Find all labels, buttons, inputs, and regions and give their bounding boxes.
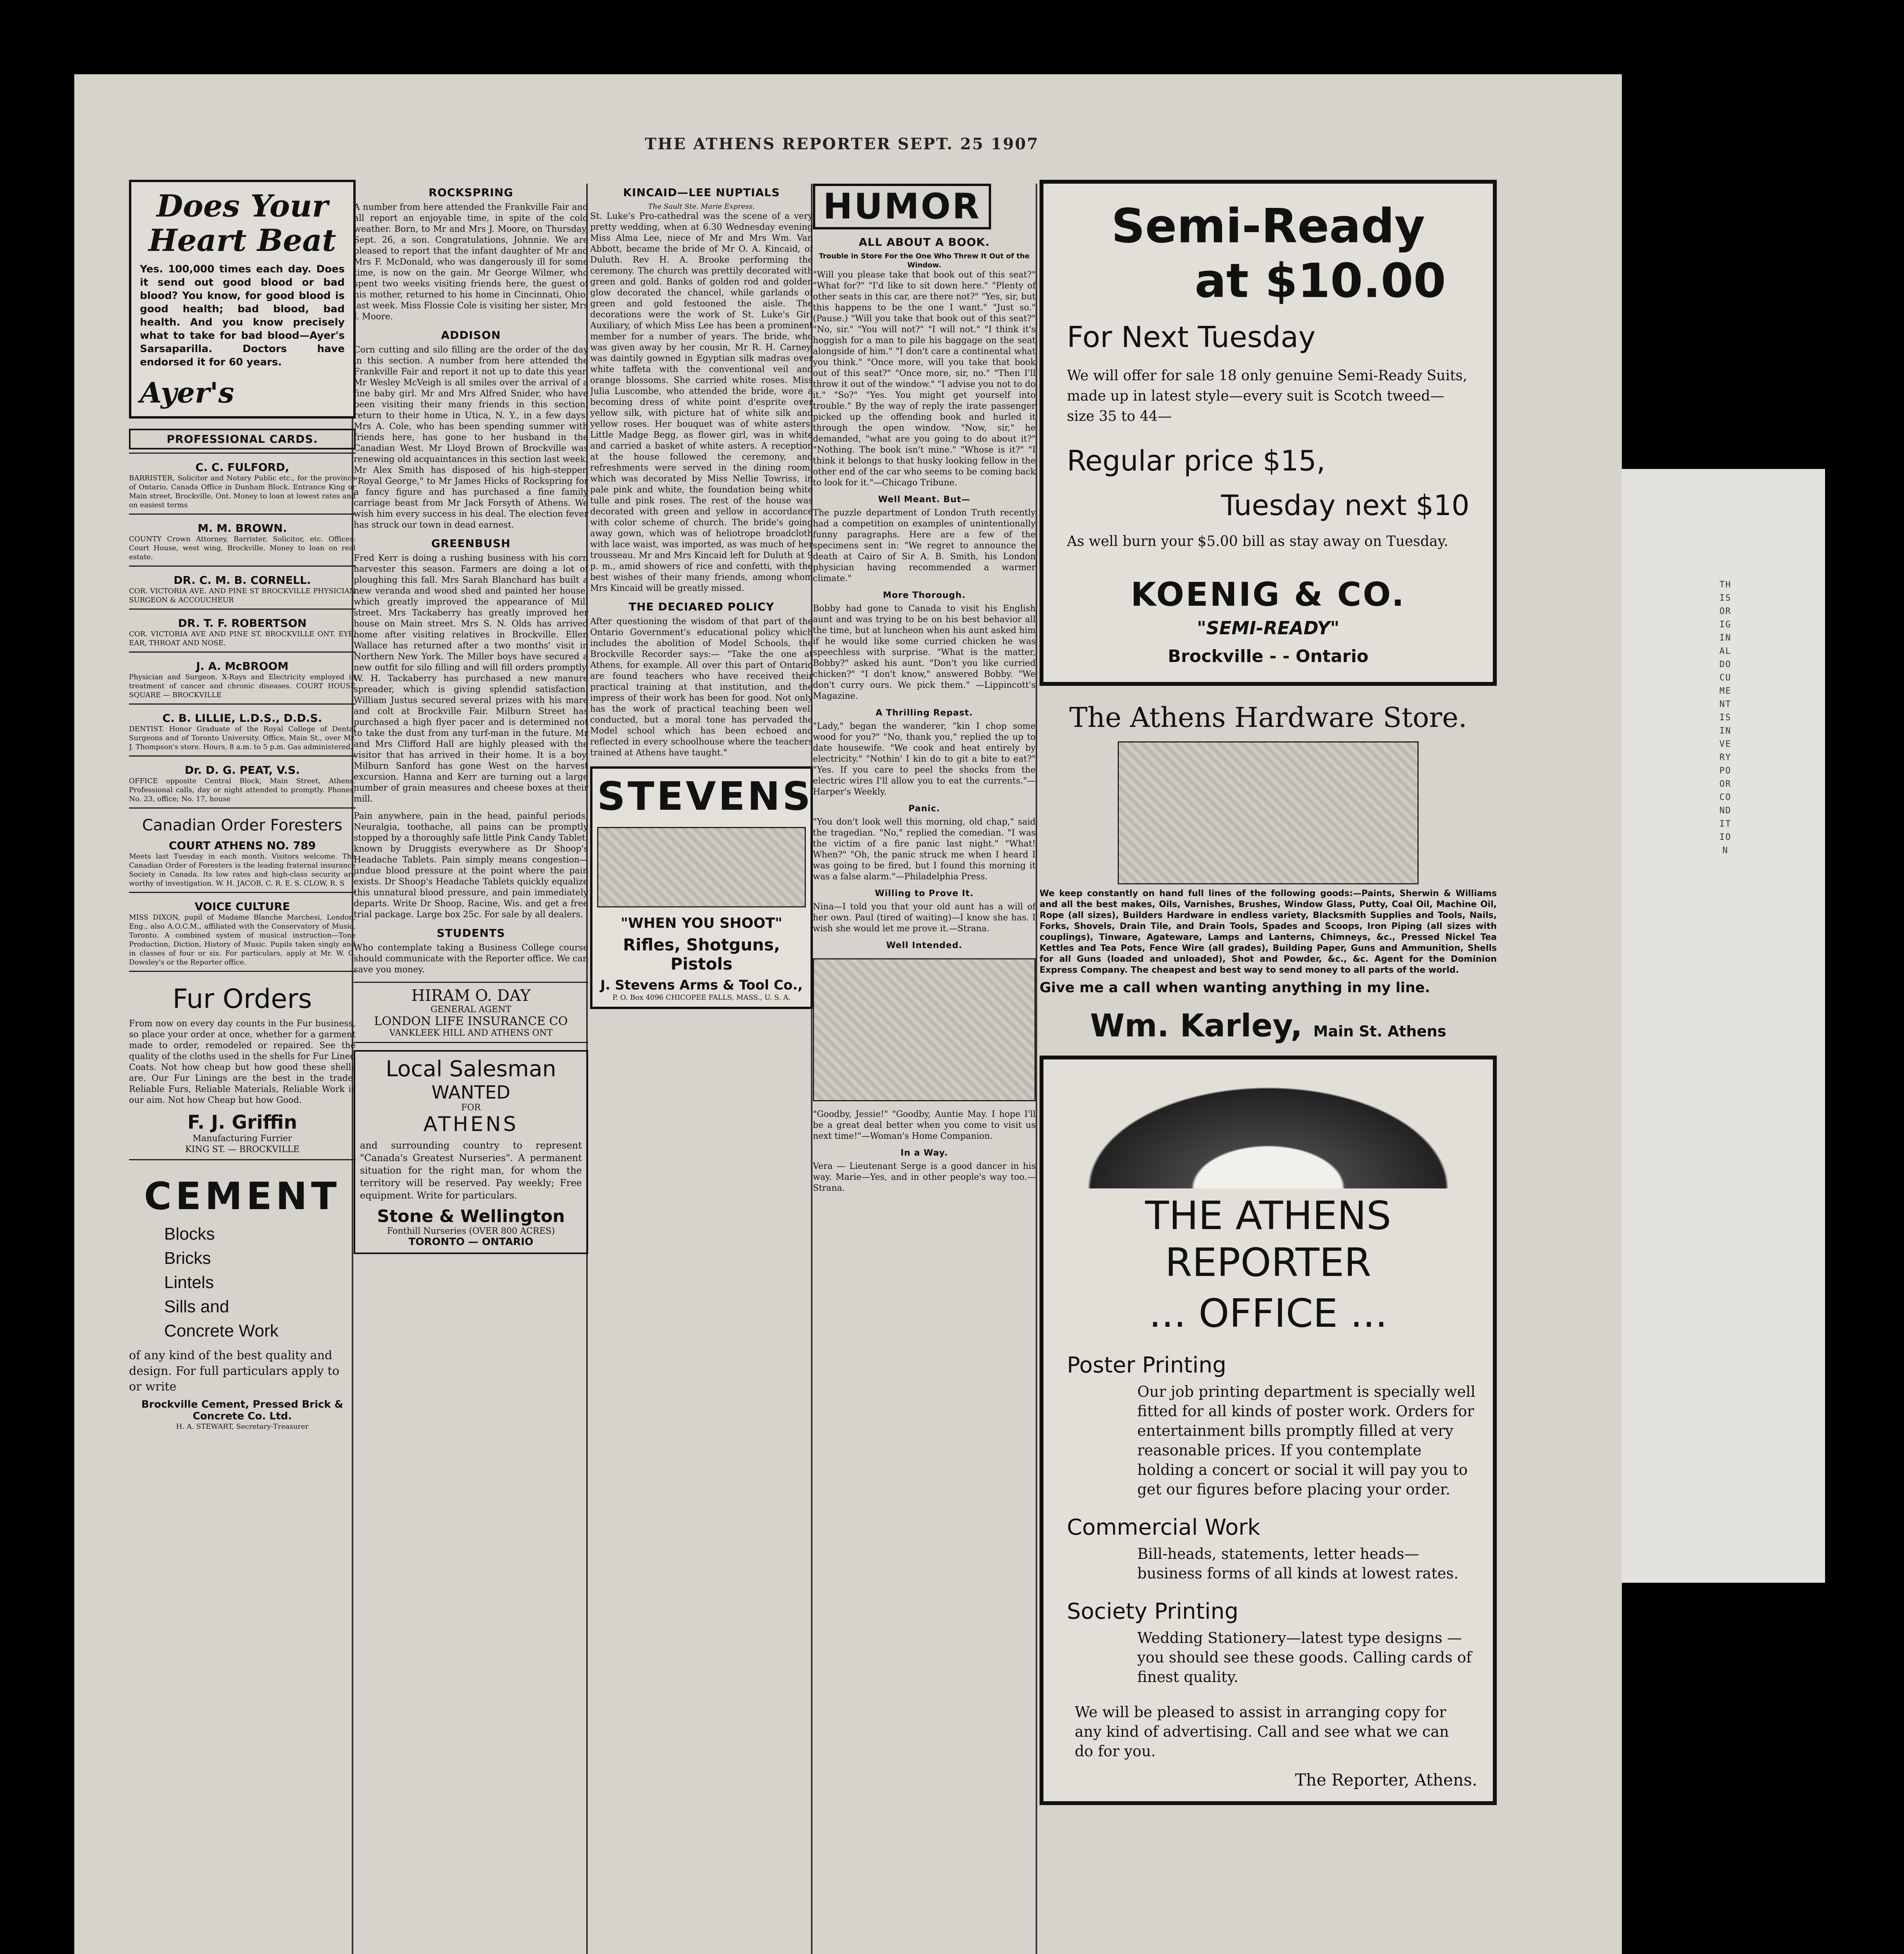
- foresters-body: Meets last Tuesday in each month. Visitors welcome. The Canadian Order of Foresters is the leading fraternal insurance Society in Canada. Its low rates and high-class security are worthy of investigation. W. H. JACOB, C. R. E. S. CLOW, R. S: [129, 852, 356, 888]
- hiram-ad: [354, 982, 588, 1043]
- rep-title-1: THE ATHENS REPORTER: [1145, 1193, 1391, 1285]
- inaway-body: Vera — Lieutenant Serge is a good dancer in his way. Marie—Yes, and in other people's way too.—Strana.: [813, 1161, 1036, 1193]
- card-text: Physician and Surgeon. X-Rays and Electricity employed in treatment of cancer and chronic diseases. COURT HOUSE SQUARE — BROCKVILLE: [129, 673, 356, 699]
- society-title: Society Printing: [1067, 1599, 1238, 1624]
- semi-ready-ad: [1040, 180, 1497, 686]
- stevens-company: J. Stevens Arms & Tool Co.,: [600, 977, 803, 993]
- card-text: COUNTY Crown Attorney, Barrister, Solicitor, etc. Offices: Court House, west wing, Brockville. Money to loan on real estate.: [129, 535, 356, 561]
- card-name: C. B. LILLIE, L.D.S., D.D.S.: [162, 712, 322, 725]
- card-text: DENTIST. Honor Graduate of the Royal College of Dental Surgeons and of Toronto University. Office, Main St., over Mr. J. Thompson's store. Hours, 8 a.m. to 5 p.m. Gas administered.: [129, 725, 356, 751]
- card-name: DR. T. F. ROBERTSON: [178, 617, 307, 630]
- cement-body: of any kind of the best quality and design. For full particulars apply to or write: [129, 1349, 340, 1394]
- greenbush-title: GREENBUSH: [431, 537, 511, 550]
- policy-body: After questioning the wisdom of that part of the Ontario Government's educational policy which includes the abolition of Model Schools, the Brockville Recorder says:— "Take the one at Athens, for example. All over this part of Ontario are found teachers who have received their practical training at that institution, and the impress of their work has been for good. Not only has the work of practical teaching been well conducted, but a moral tone has pervaded the Model school which has been echoed and reflected in every schoolhouse where the teachers trained at Athens have taught.": [590, 617, 813, 758]
- fur-orders-ad: [129, 971, 356, 1159]
- column-4: [813, 180, 1036, 1954]
- koenig-tag: "SEMI-READY": [1197, 617, 1340, 639]
- book-sub: Trouble in Store For the One Who Threw It Out of the Window.: [819, 252, 1030, 269]
- voice-title: VOICE CULTURE: [195, 900, 290, 913]
- cement-company: Brockville Cement, Pressed Brick & Concrete Co. Ltd.: [141, 1399, 344, 1422]
- well-intended-illustration: [813, 958, 1036, 1101]
- salesman-title: Local Salesman: [385, 1056, 557, 1082]
- more-title: More Thorough.: [883, 590, 966, 600]
- humor-banner: [813, 184, 1036, 229]
- semi-body-2: As well burn your $5.00 bill as stay away on Tuesday.: [1067, 533, 1448, 549]
- stevens-brand: STEVENS: [597, 773, 813, 819]
- karley-name: Wm. Karley,: [1090, 1007, 1303, 1044]
- card-text: COR. VICTORIA AVE AND PINE ST. BROCKVILLE ONT. EYE, EAR, THROAT AND NOSE.: [129, 630, 356, 647]
- card-text: COR. VICTORIA AVE. AND PINE ST BROCKVILLE PHYSICIAN SURGEON & ACCOUCHEUR: [129, 587, 356, 604]
- fur-title: Fur Orders: [172, 984, 312, 1015]
- foresters-sub: COURT ATHENS NO. 789: [168, 839, 316, 852]
- hw-body: We keep constantly on hand full lines of the following goods:—Paints, Sherwin & Williams and all the best makes, Oils, Varnishes, Brushes, Window Glass, Putty, Coal Oil, Machine Oil, Rope (all sizes), Builders Hardware in endless variety, Blacksmith Supplies and Tools, Nails, Forks, Shovels, Drain Tile, and Drain Tools, Spades and Scoops, Iron Piping (all sizes with couplings), Tinware, Agateware, Lamps and Lanterns, Chimneys, &c., Pressed Nickel Tea Kettles and Tea Pots, Fence Wire (all grades), Building Paper, Guns and Ammunition, Shells for all Guns (loaded and unloaded), Shot and Powder, &c., &c. Agent for the Dominion Express Company. The cheapest and best way to send money to all parts of the world.: [1040, 889, 1497, 975]
- card-name: J. A. McBROOM: [196, 660, 289, 673]
- semi-sub: For Next Tuesday: [1067, 320, 1316, 354]
- ayers-body: Yes. 100,000 times each day. Does it send out good blood or bad blood? You know, for good blood is good health; bad blood, bad health. And you know precisely what to take for bad blood—Ayer's Sarsaparilla. Doctors have endorsed it for 60 years.: [140, 263, 345, 368]
- cement-secretary: H. A. STEWART, Secretary-Treasurer: [176, 1423, 309, 1431]
- semi-body: We will offer for sale 18 only genuine Semi-Ready Suits, made up in latest style—every suit is Scotch tweed—size 35 to 44—: [1067, 368, 1467, 424]
- society-body: Wedding Stationery—latest type designs —you should see these goods. Calling cards of finest quality.: [1137, 1629, 1472, 1686]
- poster-title: Poster Printing: [1067, 1353, 1226, 1378]
- fur-trade: Manufacturing Furrier: [192, 1134, 292, 1143]
- card-name: C. C. FULFORD,: [195, 461, 289, 474]
- foresters-title: Canadian Order Foresters: [142, 816, 343, 834]
- column-2: [354, 180, 588, 1954]
- students-body: Who contemplate taking a Business College course should communicate with the Reporter office. We can save you money.: [354, 943, 588, 975]
- panic-body: "You don't look well this morning, old chap," said the tragedian. "No," replied the comedian. "I was the victim of a fire panic last night." "What! When?" "Oh, the panic struck me when I heard I was going to be fired, but I found this morning it was a false alarm."—Philadelphia Press.: [813, 817, 1036, 882]
- salesman-for: FOR: [461, 1103, 481, 1113]
- inaway-title: In a Way.: [900, 1148, 948, 1158]
- cement-item: Bricks: [164, 1249, 211, 1268]
- rep-sign: The Reporter, Athens.: [1295, 1770, 1477, 1789]
- cement-list: [129, 1222, 356, 1343]
- fur-name: F. J. Griffin: [187, 1111, 297, 1133]
- panic-title: Panic.: [908, 804, 940, 814]
- book-body: "Will you please take that book out of this seat?" "What for?" "I'd like to sit down here." "Plenty of other seats in this car, are there not?" "Yes, sir, but this happens to be the one I want." "Just so." (Pause.) "Will you take that book out of this seat?" "No, sir." "You will not?" "I will not." "I think it's hoggish for a man to pile his baggage on the seat alongside of him." "I don't care a continental what you think." "Once more, will you take that book out of this seat?" "Once more, sir, no." "Then I'll throw it out of the window." "I advise you not to do it." "So?" "Yes. You might get yourself into trouble." By the way of reply the irate passenger picked up the offending book and hurled it through the open window. "Now, sir," he demanded, "what are you going to do about it?" "Nothing. The book isn't mine." "Whose is it?" "I think it belongs to that husky looking fellow in the other end of the car who seems to be coming back to look for it."—Chicago Tribune.: [813, 270, 1036, 488]
- salesman-town: ATHENS: [423, 1113, 519, 1136]
- repast-body: "Lady," began the wanderer, "kin I chop some wood for you?" "No, thank you," replied the up to date housewife. "We cook and heat entirely by electricity." "Nothin' I kin do to git a bite to eat?" "Yes. If you care to peel the shocks from the electric wires I'll allow you to eat the currents."—Harper's Weekly.: [813, 721, 1036, 797]
- intended-caption: "Goodby, Jessie!" "Goodby, Auntie May. I hope I'll be a great deal better when you come to visit us next time!"—Woman's Home Companion.: [813, 1109, 1036, 1141]
- sunrise-illustration: [1059, 1071, 1477, 1188]
- prof-cards-header: PROFESSIONAL CARDS.: [129, 429, 356, 449]
- repast-title: A Thrilling Repast.: [875, 708, 973, 718]
- semi-price-1: Regular price $15,: [1067, 444, 1326, 477]
- card-name: DR. C. M. B. CORNELL.: [174, 574, 311, 587]
- card: [129, 565, 356, 608]
- students-title: STUDENTS: [437, 927, 505, 939]
- salesman-ad: [354, 1050, 588, 1254]
- semi-title-2: at $10.00: [1194, 254, 1446, 308]
- fur-address: KING ST. — BROCKVILLE: [185, 1145, 300, 1154]
- fur-body: From now on every day counts in the Fur business, so place your order at once, whether for a garment made to order, remodeled or repaired. See the quality of the cloths used in the shells for Fur Lined Coats. Not how cheap but how good these shells are. Our Fur Linings are the best in the trade. Reliable Furs, Reliable Materials, Reliable Work is our aim. Not how Cheap but how Good.: [129, 1019, 356, 1105]
- rep-closing: We will be pleased to assist in arranging copy for any kind of advertising. Call and see what we can do for you.: [1075, 1703, 1449, 1760]
- commercial-body: Bill-heads, statements, letter heads—business forms of all kinds at lowest rates.: [1137, 1545, 1458, 1582]
- foresters-notice: [129, 807, 356, 892]
- ayers-ad: [129, 180, 356, 419]
- pain-ad: Pain anywhere, pain in the head, painful periods, Neuralgia, toothache, all pains can be promptly stopped by a thoroughly safe little Pink Candy Tablet, known by Druggists everywhere as Dr Shoop's Headache Tablets. Pain simply means congestion—undue blood pressure at the point where the pain exists. Dr Shoop's Headache Tablets quickly equalize this unnatural blood pressure, and pain immediately departs. Write Dr Shoop, Racine, Wis. and get a free trial package. Large box 25c. For sale by all dealers.: [354, 811, 588, 920]
- hw-call: Give me a call when wanting anything in my line.: [1040, 980, 1430, 996]
- column-1: [129, 180, 356, 1954]
- stevens-tagline: "WHEN YOU SHOOT": [621, 915, 782, 931]
- cement-item: Blocks: [164, 1224, 215, 1244]
- more-body: Bobby had gone to Canada to visit his English aunt and was trying to be on his best behavior all the time, but at luncheon when his aunt asked him if he would like some curried chicken he was speechless with surprise. "What is the matter, Bobby?" asked his aunt. "Don't you like curried chicken?" "I don't know," answered Bobby. "We don't curry ours. We pick them." —Lippincott's Magazine.: [813, 604, 1036, 701]
- card: [129, 608, 356, 651]
- wedding-source: The Sault Ste. Marie Express.: [648, 202, 755, 211]
- column-5: [1040, 180, 1497, 1954]
- cement-item: Concrete Work: [164, 1321, 279, 1340]
- card: [129, 703, 356, 755]
- prove-body: Nina—I told you that your old aunt has a will of her own. Paul (tired of waiting)—I know she has. I wish she would let me prove it.—Strana.: [813, 902, 1036, 934]
- well-meant-body: The puzzle department of London Truth recently had a competition on examples of unintentionally funny paragraphs. Here are a few of the specimens sent in: "We regret to announce the death at Cairo of Sir A. B. Smith, his London physician having recommended a warmer climate.": [813, 508, 1036, 583]
- nursery-city: TORONTO — ONTARIO: [408, 1236, 533, 1248]
- stevens-ad: [590, 766, 813, 1009]
- masthead: THE ATHENS REPORTER SEPT. 25 1907: [645, 135, 1039, 153]
- condition-note: THIS ORIGINAL DOCUMENT IS IN VERY POOR CONDITION: [1719, 580, 1732, 855]
- cement-item: Sills and: [164, 1297, 229, 1316]
- hardware-ad: [1040, 701, 1497, 1044]
- karley-sign: [1040, 1007, 1497, 1044]
- card: [129, 514, 356, 565]
- semi-title-1: Semi-Ready: [1111, 199, 1425, 254]
- stevens-products: Rifles, Shotguns, Pistols: [623, 935, 780, 973]
- voice-body: MISS DIXON, pupil of Madame Blanche Marchesi, London, Eng., also A.O.C.M., affiliated with the Conservatory of Music, Toronto. A combined system of musical instruction—Tone Production, Diction, History of Music. Pupils taken singly and in classes of four or six. For particulars, apply at Mr. W. C. Dowsley's or the Reporter office.: [129, 913, 356, 966]
- greenbush-body: Fred Kerr is doing a rushing business with his corn harvester this season. Farmers are doing a lot of ploughing this fall. Mrs Sarah Blanchard has built a new veranda and wood shed and painted her house, which greatly improved the appearance of Mill street. Mrs Tackaberry has greatly improved her house on Main street. Mrs S. N. Olds has arrived home after visiting relatives in Brockville. Ellen Wallace has returned after a two months' visit in Northern New York. The Miller boys have secured a new outfit for silo filling and will fill orders promptly. W. H. Tackaberry has purchased a new manure spreader, which is giving splendid satisfaction. William Justus secured several prizes with his mare and colt at Brockville Fair. Milburn Street has purchased a high flyer pacer and is determined not to take the dust from any turf-man in the future. Mr and Mrs Clifford Hall are highly pleased with the visitor that has arrived in their home. It is a boy. Milburn Sanford has gone West on the harvest excursion. Hanna and Kerr are turning out a large number of grain measures and cheese boxes at their mill.: [354, 553, 588, 804]
- stevens-address: P. O. Box 4096 CHICOPEE FALLS, MASS., U. S. A.: [612, 993, 791, 1002]
- well-meant-title: Well Meant. But—: [878, 495, 970, 505]
- koenig-name: KOENIG & CO.: [1131, 575, 1406, 614]
- nursery-sub: Fonthill Nurseries (OVER 800 ACRES): [387, 1226, 555, 1236]
- semi-price-2: Tuesday next $10: [1221, 489, 1469, 522]
- rep-title-2: ... OFFICE ...: [1149, 1290, 1388, 1336]
- cement-ad: [129, 1159, 356, 1435]
- reporter-office-ad: [1040, 1056, 1497, 1805]
- card-text: OFFICE opposite Central Block, Main Street, Athens. Professional calls, day or night attended to promptly. Phones, No. 23, office; No. 17, house: [129, 777, 356, 803]
- cement-item: Lintels: [164, 1273, 214, 1292]
- rockspring-title: ROCKSPRING: [428, 186, 514, 199]
- ayers-title: Does Your Heart Beat: [148, 188, 336, 258]
- intended-title: Well Intended.: [886, 941, 963, 950]
- koenig-place: Brockville - - Ontario: [1168, 646, 1369, 666]
- salesman-wanted: WANTED: [431, 1082, 510, 1103]
- card: [129, 755, 356, 807]
- hunter-illustration: [597, 827, 806, 907]
- salesman-body: and surrounding country to represent "Canada's Greatest Nurseries". A permanent situation for the right man, for whom the territory will be reserved. Pay weekly; Free equipment. Write for particulars.: [360, 1140, 582, 1201]
- card: [129, 453, 356, 514]
- card: [129, 651, 356, 703]
- prove-title: Willing to Prove It.: [875, 889, 974, 898]
- wedding-body: St. Luke's Pro-cathedral was the scene of a very pretty wedding, when at 6.30 Wednesday evening Miss Alma Lee, niece of Mr and Mrs Wm. Van Abbott, became the bride of Mr O. A. Kincaid, of Duluth. Rev H. A. Brooke performing the ceremony. The church was prettily decorated with green and gold. Banks of golden rod and golden glow decorated the chancel, while garlands of green and gold festooned the aisle. The decorations were the work of St. Luke's Girl Auxiliary, of which Miss Lee has been a prominent member for a number of years. The bride, who was given away by her cousin, Mr R. H. Carney, was daintily gowned in Egyptian silk madras over white taffeta with the conventional veil and orange blossoms. She carried white roses. Miss Julia Luscombe, who attended the bride, wore a becoming dress of white point d'esprite over yellow silk, with picture hat of white silk and yellow roses. Her bouquet was of white asters. Little Madge Begg, as flower girl, was in white and carried a basket of white asters. A reception at the house followed the ceremony, and refreshments were served in the dining room, which was decorated by Miss Nellie Towriss, in pale pink and white, the foundation being white tulle and pink roses. The rest of the house was decorated with green and yellow in accordance with color scheme of church. The bride's going away gown, which was of heliotrope broadcloth with lace waist, was imported, as was much of her trousseau. Mr and Mrs Kincaid left for Duluth at 9 p. m., amid showers of rice and confetti, with the best wishes of their many friends, among whom Mrs Kincaid will be greatly missed.: [590, 211, 813, 593]
- tools-illustration: [1118, 741, 1419, 884]
- hiram-company: LONDON LIFE INSURANCE CO: [374, 1015, 568, 1028]
- column-rule: [1036, 184, 1037, 1954]
- ayers-brand: Ayer's: [140, 376, 234, 409]
- hiram-role: GENERAL AGENT: [430, 1005, 512, 1015]
- hiram-address: VANKLEEK HILL AND ATHENS ONT: [389, 1028, 553, 1038]
- addison-title: ADDISON: [441, 329, 501, 342]
- rockspring-body: A number from here attended the Frankville Fair and all report an enjoyable time, in spite of the cold weather. Born, to Mr and Mrs J. Moore, on Thursday, Sept. 26, a son. Congratulations, Johnnie. We are pleased to report that the infant daughter of Mr and Mrs F. McDonald, who was dangerously ill for some time, is now on the gain. Mr George Wilmer, who spent two weeks visiting friends here, the guest of his mother, returned to his home in Cincinnati, Ohio, last week. Miss Flossie Cole is visiting her sister, Mrs J. Moore.: [354, 202, 588, 322]
- hw-title: The Athens Hardware Store.: [1069, 701, 1467, 734]
- hiram-name: HIRAM O. DAY: [411, 987, 531, 1005]
- karley-addr: Main St. Athens: [1313, 1023, 1446, 1040]
- nursery-name: Stone & Wellington: [377, 1206, 565, 1226]
- card-name: M. M. BROWN.: [197, 522, 287, 535]
- policy-title: THE DECIARED POLICY: [628, 600, 775, 613]
- addison-body: Corn cutting and silo filling are the order of the day in this section. A number from here attended the Frankville Fair and report it not up to date this year. Mr Wesley McVeigh is all smiles over the arrival of a fine baby girl. Mr and Mrs Alfred Snider, who have been visiting their many friends in this section, return to their home in Utica, N. Y., in a few days. Mrs A. Cole, who has been spending summer with friends here, has gone to her husband in the Canadian West. Mr Lloyd Brown of Brockville was renewing old acquaintances in this section last week. Mr Alex Smith has disposed of his high-stepper, "Royal George," to Mr James Hicks of Rockspring for a fancy figure and has purchased a fine family carriage beast from Mr Jack Forsyth of Athens. We wish him every success in his deal. The election fever has struck our town in dead earnest.: [354, 345, 588, 530]
- book-title: ALL ABOUT A BOOK.: [859, 236, 990, 249]
- card-text: BARRISTER, Solicitor and Notary Public etc., for the province of Ontario, Canada Office in Dunham Block. Entrance King or Main street, Brockville, Ont. Money to loan at lowest rates and on easiest terms: [129, 474, 356, 509]
- cement-title: CEMENT: [144, 1174, 341, 1218]
- card-name: Dr. D. G. PEAT, V.S.: [184, 764, 300, 777]
- wedding-title: KINCAID—LEE NUPTIALS: [623, 186, 780, 199]
- commercial-title: Commercial Work: [1067, 1515, 1260, 1540]
- poster-body: Our job printing department is specially well fitted for all kinds of poster work. Orders for entertainment bills promptly filled at very reasonable prices. If you contemplate holding a concert or social it will pay you to get our figures before placing your order.: [1137, 1383, 1476, 1498]
- column-3: [590, 180, 813, 1954]
- humor-title: HUMOR: [813, 184, 991, 229]
- voice-culture: [129, 892, 356, 971]
